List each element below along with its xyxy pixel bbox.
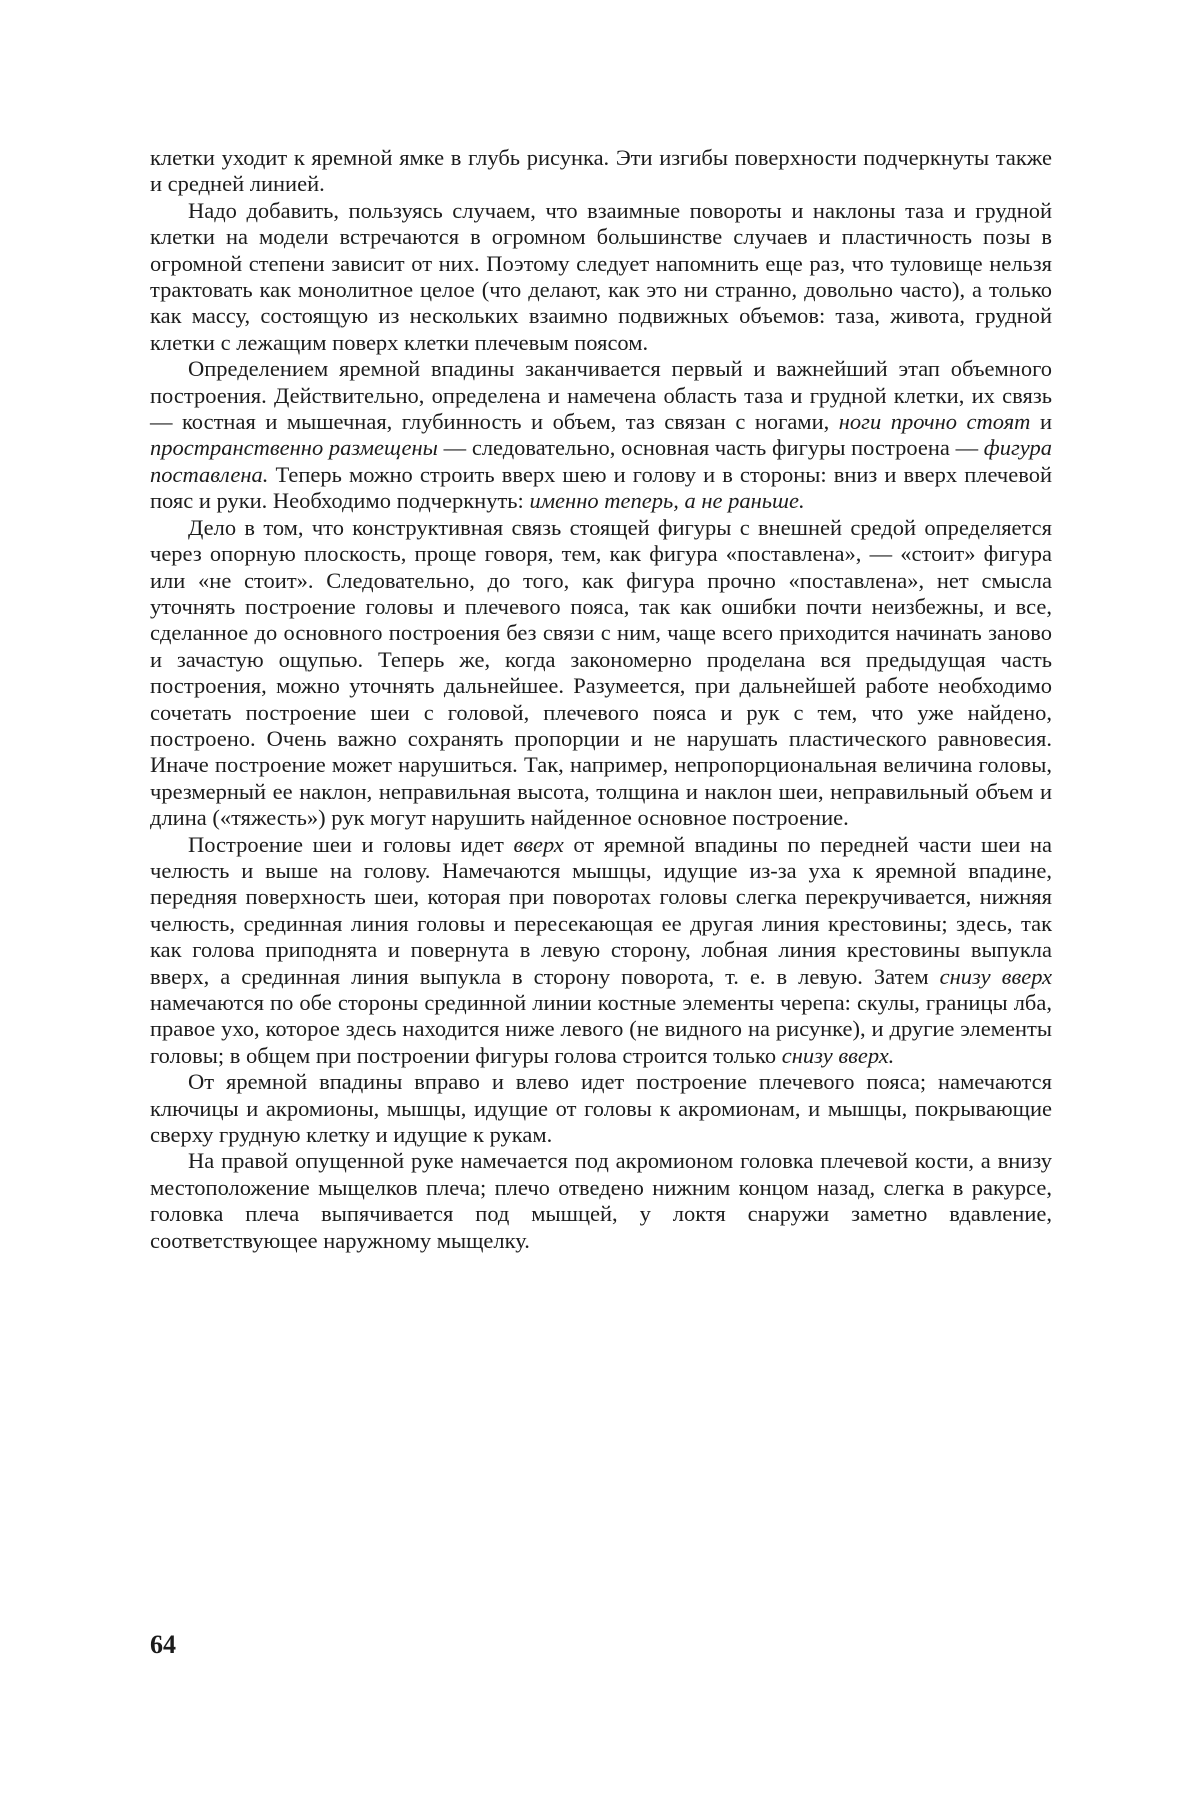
paragraph-3-text-2: и (1030, 409, 1052, 435)
paragraph-1: клетки уходит к яремной ямке в глубь рисунка. Эти изгибы поверхности подчеркнуты также и средней линией. (150, 145, 1052, 197)
paragraph-6: От яремной впадины вправо и влево идет построение плечевого пояса; намечаются ключицы и акромионы, мышцы, идущие от головы к акромионам, и мышцы, покрывающие сверху грудную клетку и идущие к рукам. (150, 1069, 1052, 1148)
paragraph-5 (150, 832, 1052, 1070)
paragraph-3-text-3: — следовательно, основная часть фигуры построена — (437, 435, 984, 461)
paragraph-5-text-3: намечаются по обе стороны срединной линии костные элементы черепа: скулы, границы лба, правое ухо, которое здесь находится ниже левого (не видного на рисунке), и другие элементы головы; в общем при построении фигуры голова строится только (150, 990, 1052, 1068)
paragraph-4: Дело в том, что конструктивная связь стоящей фигуры с внешней средой определяется через опорную плоскость, проще говоря, тем, как фигура «поставлена», — «стоит» фигура или «не стоит». Следовательно, до того, как фигура прочно «поставлена», нет смысла уточнять построение головы и плечевого пояса, так как ошибки почти неизбежны, и все, сделанное до основного построения без связи с ним, чаще всего приходится начинать заново и зачастую ощупью. Теперь же, когда закономерно проделана вся предыдущая часть построения, можно уточнять дальнейшее. Разумеется, при дальнейшей работе необходимо сочетать построение шеи с головой, плечевого пояса и рук с тем, что уже найдено, построено. Очень важно сохранять пропорции и не нарушать пластического равновесия. Иначе построение может нарушиться. Так, например, непропорциональная величина головы, чрезмерный ее наклон, неправильная высота, толщина и наклон шеи, неправильный объем и длина («тяжесть») рук могут нарушить найденное основное построение. (150, 514, 1052, 831)
paragraph-3-emphasis-4: именно теперь, а не раньше. (529, 488, 805, 514)
page-number: 64 (150, 1630, 176, 1659)
paragraph-5-text-2: от яремной впадины по передней части шеи на челюсть и выше на голову. Намечаются мышцы, идущие из-за уха к яремной впадине, передняя поверхность шеи, которая при поворотах головы слегка перекручивается, нижняя челюсть, срединная линия головы и пересекающая ее другая линия крестовины; здесь, так как голова приподнята и повернута в левую сторону, лобная линия крестовины выпукла вверх, а срединная линия выпукла в сторону поворота, т. е. в левую. Затем (150, 831, 1052, 989)
page-body (150, 145, 1052, 1254)
paragraph-3 (150, 356, 1052, 514)
paragraph-3-text-4: Теперь можно строить вверх шею и голову и в стороны: вниз и вверх плечевой пояс и руки. Необходимо подчеркнуть: (150, 461, 1052, 514)
paragraph-2: Надо добавить, пользуясь случаем, что взаимные повороты и наклоны таза и грудной клетки на модели встречаются в огромном большинстве случаев и пластичность позы в огромной степени зависит от них. Поэтому следует напомнить еще раз, что туловище нельзя трактовать как монолитное целое (что делают, как это ни странно, довольно часто), а только как массу, состоящую из нескольких взаимно подвижных объемов: таза, живота, грудной клетки с лежащим поверх клетки плечевым поясом. (150, 197, 1052, 355)
paragraph-5-text-1: Построение шеи и головы идет (188, 831, 514, 857)
paragraph-5-emphasis-3: снизу вверх. (781, 1042, 895, 1068)
paragraph-3-emphasis-1: ноги прочно стоят (838, 409, 1031, 435)
paragraph-5-emphasis-2: снизу вверх (939, 963, 1052, 989)
paragraph-7: На правой опущенной руке намечается под акромионом головка плечевой кости, а внизу местоположение мыщелков плеча; плечо отведено нижним концом назад, слегка в ракурсе, головка плеча выпячивается под мышцей, у локтя снаружи заметно вдавление, соответствующее наружному мыщелку. (150, 1148, 1052, 1253)
paragraph-3-emphasis-2: пространственно размещены (150, 435, 438, 461)
paragraph-3-text-1: Определением яремной впадины заканчивается первый и важнейший этап объемного построения. Действительно, определена и намечена область таза и грудной клетки, их связь — костная и мышечная, глубинность и объем, таз связан с ногами, (150, 356, 1052, 435)
paragraph-3-emphasis-3: фигура поставлена. (150, 435, 1052, 487)
paragraph-5-emphasis-1: вверх (513, 831, 564, 857)
